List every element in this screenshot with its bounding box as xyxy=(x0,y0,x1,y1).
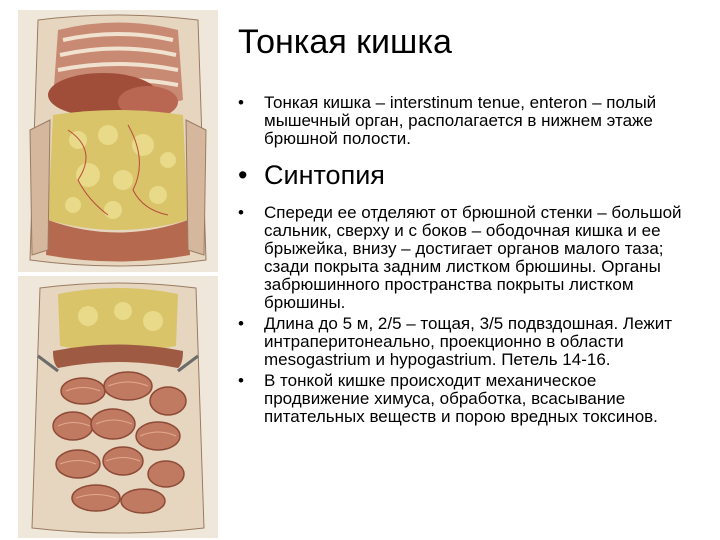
bullet-marker: • xyxy=(238,371,244,390)
bullet-text: Длина до 5 м, 2/5 – тощая, 3/5 подвздошная. Лежит интраперитонеально, проекционно в области mesogastrium и hypogastrium. Петель 14-16. xyxy=(264,314,672,369)
anatomy-illustration-omentum-drawing xyxy=(18,10,218,272)
bullet-function xyxy=(236,372,706,426)
bullet-length xyxy=(236,315,706,369)
bullet-marker: • xyxy=(238,93,244,112)
anatomy-illustration-omentum xyxy=(18,10,218,272)
bullet-syntopy-description xyxy=(236,204,706,312)
slide-title: Тонкая кишка xyxy=(238,23,452,61)
bullet-text: Спереди ее отделяют от брюшной стенки – большой сальник, сверху и с боков – ободочная кишка и ее брыжейка, внизу – достигает органов малого таза; сзади покрыта задним листком брюшины. Органы забрюшинного пространства покрыты листком брюшины. xyxy=(264,203,682,312)
bullet-text: Синтопия xyxy=(264,160,385,190)
bullet-marker: • xyxy=(238,203,244,222)
anatomy-illustration-intestine-drawing xyxy=(18,276,218,538)
bullet-text: Тонкая кишка – interstinum tenue, enteron – полый мышечный орган, располагается в нижнем этаже брюшной полости. xyxy=(264,93,657,148)
bullet-marker: • xyxy=(238,314,244,333)
bullet-heading-syntopy xyxy=(236,158,706,192)
bullet-list xyxy=(236,94,706,426)
bullet-text: В тонкой кишке происходит механическое продвижение химуса, обработка, всасывание питательных веществ и порою вредных токсинов. xyxy=(264,371,658,426)
bullet-marker: • xyxy=(238,160,248,190)
bullet-definition xyxy=(236,94,706,148)
anatomy-illustration-intestine xyxy=(18,276,218,538)
